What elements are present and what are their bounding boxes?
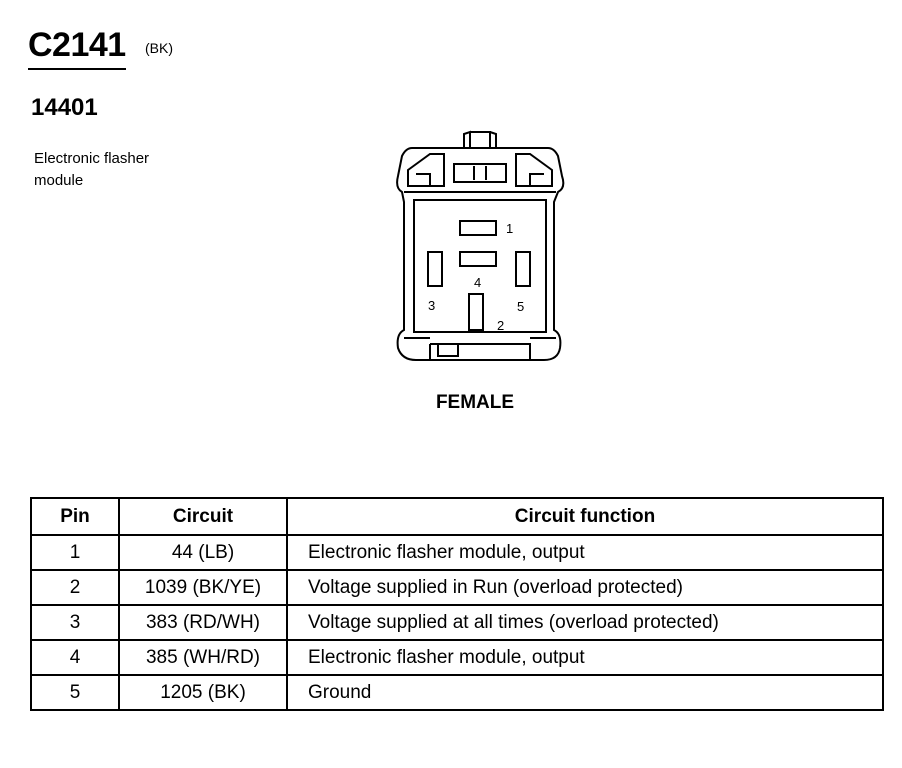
pin-cell: 2: [31, 570, 119, 605]
function-cell: Ground: [287, 675, 883, 710]
pin-table-header-row: [31, 498, 883, 535]
component-name-line-1: Electronic flasher: [34, 150, 150, 167]
pin-cell: 1: [31, 535, 119, 570]
connector-housing-outline: [397, 148, 563, 360]
circuit-cell: 383 (RD/WH): [119, 605, 287, 640]
table-row: [31, 570, 883, 605]
function-cell: Voltage supplied at all times (overload protected): [287, 605, 883, 640]
table-row: [31, 675, 883, 710]
table-row: [31, 605, 883, 640]
pin-label-1: 1: [506, 221, 514, 236]
pin-label-4: 4: [474, 275, 482, 290]
pin-cavity-1: [460, 221, 496, 235]
pin-cell: 3: [31, 605, 119, 640]
connector-face-diagram: [390, 126, 570, 376]
connector-bottom-key: [430, 344, 530, 360]
circuit-cell: 1205 (BK): [119, 675, 287, 710]
pin-label-2: 2: [497, 318, 505, 333]
table-row: [31, 640, 883, 675]
connector-id: C2141: [28, 26, 126, 64]
component-name-line-2: module: [34, 172, 84, 189]
circuit-cell: 385 (WH/RD): [119, 640, 287, 675]
pin-label-5: 5: [517, 299, 525, 314]
connector-id-underline: [28, 68, 126, 70]
pin-table: [30, 497, 884, 711]
pin-cavity-4: [460, 252, 496, 266]
circuit-cell: 1039 (BK/YE): [119, 570, 287, 605]
component-name: [34, 148, 149, 192]
pin-cell: 4: [31, 640, 119, 675]
function-cell: Voltage supplied in Run (overload protected): [287, 570, 883, 605]
pin-cavity-3: [428, 252, 442, 286]
header-pin: Pin: [31, 498, 119, 535]
pin-cell: 5: [31, 675, 119, 710]
gender-label: FEMALE: [435, 392, 515, 413]
left-lock-tab: [408, 154, 444, 186]
table-row: [31, 535, 883, 570]
connector-color: (BK): [145, 40, 173, 56]
circuit-cell: 44 (LB): [119, 535, 287, 570]
pin-cavity-2: [469, 294, 483, 330]
part-number: 14401: [31, 94, 98, 121]
function-cell: Electronic flasher module, output: [287, 535, 883, 570]
function-cell: Electronic flasher module, output: [287, 640, 883, 675]
connector-latch: [464, 132, 496, 148]
header-circuit: Circuit: [119, 498, 287, 535]
header-circuit-function: Circuit function: [287, 498, 883, 535]
pin-label-3: 3: [428, 298, 436, 313]
pin-cavity-5: [516, 252, 530, 286]
right-lock-tab: [516, 154, 552, 186]
